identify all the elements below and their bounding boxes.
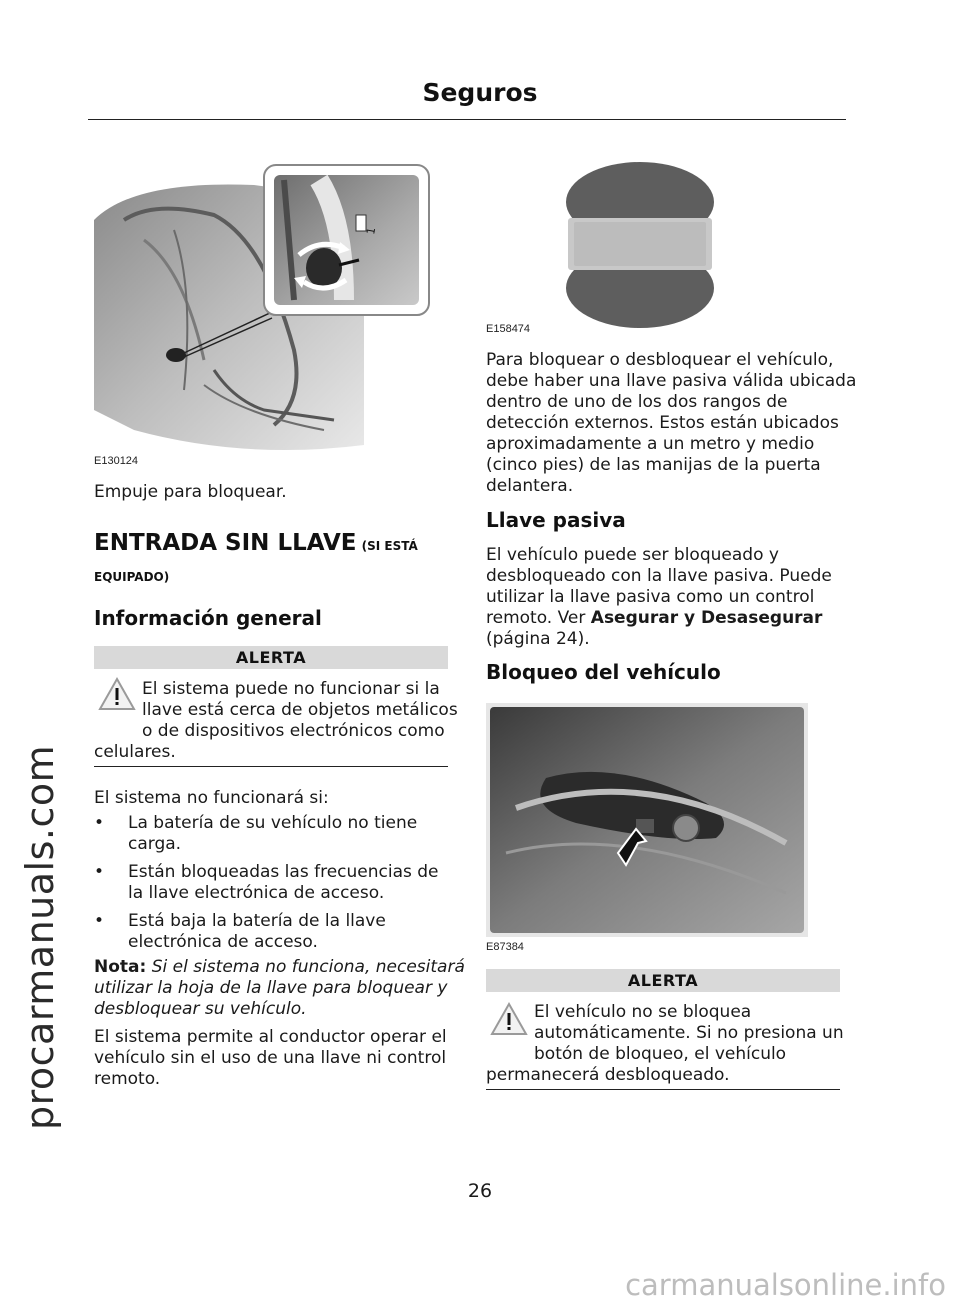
paragraph-passive-key: El vehículo puede ser bloqueado y desbloqueado con la llave pasiva. Puede utilizar la llave pasiva como un control remoto. Ver Asegurar y Desasegurar (página 24). [486,545,832,649]
alert-line-3: o de dispositivos electrónicos como [142,721,445,741]
side-watermark: procarmanuals.com [18,744,62,1130]
alert-line-1: El vehículo no se bloquea [534,1002,752,1022]
alert-rule [94,766,448,767]
closing-paragraph: El sistema permite al conductor operar el vehículo sin el uso de una llave ni control remoto. [94,1027,447,1089]
alert-line-2: llave está cerca de objetos metálicos [142,700,458,720]
alert-line-3: botón de bloqueo, el vehículo [534,1044,787,1064]
door-handle-figure [486,703,808,937]
note-line-1: Si el sistema no funciona, necesitará [151,957,465,977]
page-number: 26 [467,1180,493,1202]
alert-header: ALERTA [94,646,448,669]
note-line-3: desbloquear su vehículo. [94,999,307,1019]
figure-caption: Empuje para bloquear. [94,482,287,502]
paragraph-detection: Para bloquear o desbloquear el vehículo, debe haber una llave pasiva válida ubicada dentro de uno de los dos rangos de detección externos. Estos están ubicados aproximadamente a un metro y medio (cinco pies) de las manijas de la puerta delantera. [486,350,857,496]
alert-line-4: celulares. [94,742,176,762]
figure-code-door: E130124 [94,455,139,467]
heading-vehicle-lock: Bloqueo del vehículo [486,660,721,684]
door-lock-figure [94,160,434,460]
subsection-heading: Información general [94,606,322,630]
alert-line-1: El sistema puede no funcionar si la [142,679,440,699]
header-rule [88,119,846,120]
intro-text: El sistema no funcionará si: [94,788,329,808]
page-title: Seguros [422,78,538,107]
list-item: • Está baja la batería de la llave electrónica de acceso. [94,911,386,952]
bullet-list [94,813,448,953]
warning-icon [98,676,136,712]
alert-line-2: automáticamente. Si no presiona un [534,1023,844,1043]
section-title: ENTRADA SIN LLAVE [94,530,357,556]
cross-reference-link[interactable]: Asegurar y Desasegurar [590,608,823,628]
list-item: • Están bloqueadas las frecuencias de la llave electrónica de acceso. [94,862,439,903]
alert-rule [486,1089,840,1090]
warning-icon [490,1001,528,1037]
section-suffix-line2: EQUIPADO) [94,570,170,584]
section-suffix: (SI ESTÁ [361,539,418,553]
bottom-watermark: carmanualsonline.info [625,1268,946,1302]
note-label: Nota: [94,957,147,977]
figure-code-handle: E87384 [486,941,524,953]
alert-header: ALERTA [486,969,840,992]
heading-passive-key: Llave pasiva [486,508,626,532]
section-heading [94,530,418,556]
figure-code-zones: E158474 [486,323,531,335]
detection-zones-figure [560,160,720,335]
alert-line-4: permanecerá desbloqueado. [486,1065,730,1085]
note [94,957,465,1020]
svg-text:1: 1 [364,226,379,236]
list-item: • La batería de su vehículo no tiene carga. [94,813,418,854]
note-line-2: utilizar la hoja de la llave para bloquear y [94,978,448,998]
